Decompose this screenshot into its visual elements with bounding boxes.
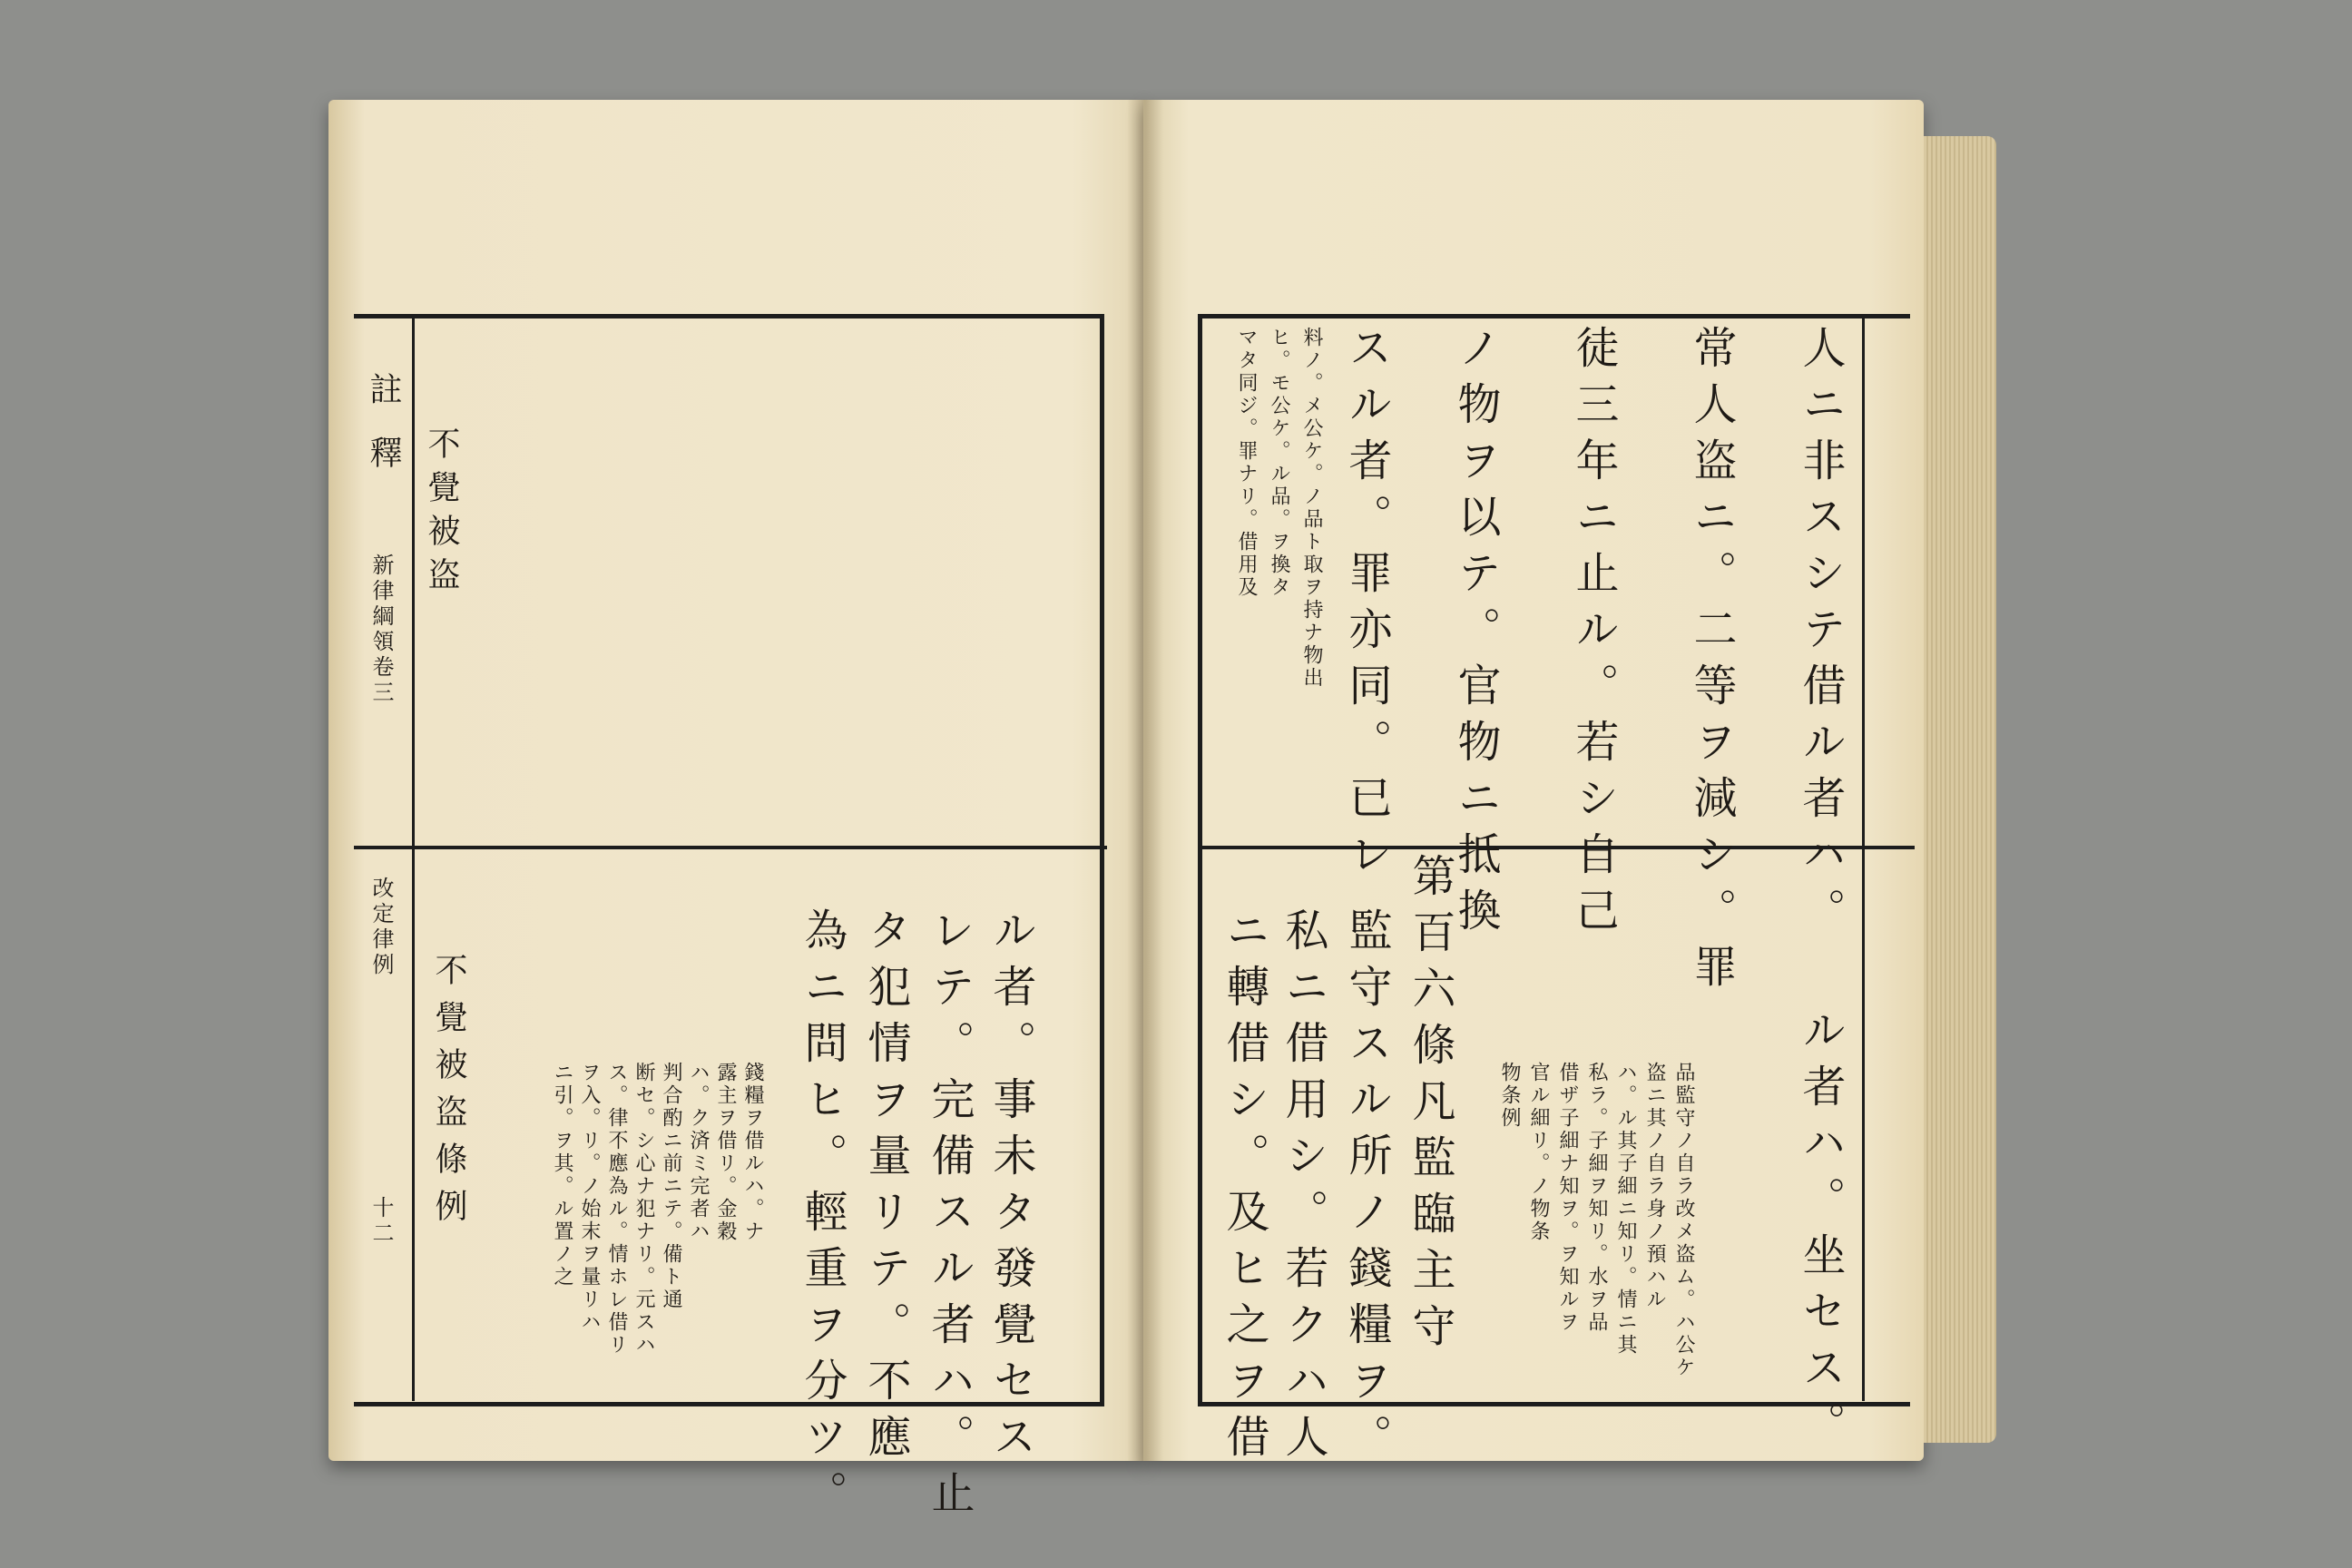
margin-label-notes-1: 註 xyxy=(365,372,402,410)
bleed-through xyxy=(510,336,1054,808)
right-margin-rule xyxy=(1862,314,1865,1401)
left-main-col-2: レテ。完備スル者ハ。止 xyxy=(924,907,975,1526)
right-lower-main-col-1: ル者ハ。坐セス。 xyxy=(1795,1007,1846,1457)
right-upper-main-col-2: 常人盗ニ。二等ヲ減シ。罪 xyxy=(1686,325,1737,1000)
right-upper-main-col-1: 人ニ非スシテ借ル者ハ。 xyxy=(1795,325,1846,944)
right-lower-small-col-2: 盗ニ其ノ自ラ身ノ預ハル xyxy=(1643,1062,1666,1311)
left-small-col-7: ヲ入。リ。ノ始末ヲ量リハ xyxy=(578,1062,601,1334)
left-divider xyxy=(354,846,1107,849)
left-main-col-4: 為ニ問ヒ。輕重ヲ分ツ。 xyxy=(797,907,848,1526)
right-lower-small-col-4: 私ラ。子細ヲ知リ。水ヲ品 xyxy=(1585,1062,1608,1334)
left-small-col-4: 判合酌ニ前ニテ。備ト通 xyxy=(660,1062,682,1311)
page-edges xyxy=(1924,136,1996,1443)
left-small-col-5: 断セ。シ心ナ犯ナリ。元スハ xyxy=(632,1062,655,1357)
right-upper-main-col-3: 徒三年ニ止ル。若シ自己 xyxy=(1568,325,1619,944)
right-upper-small-col-1: 料ノ。メ公ケ。ノ品ト取ヲ持ナ物出 xyxy=(1300,327,1323,690)
right-upper-small-col-2: ヒ。モ公ケ。ル品。ヲ換タ xyxy=(1268,327,1290,599)
left-small-col-1: 錢糧ヲ借ルハ。ナ xyxy=(741,1062,764,1243)
right-lower-small-col-3: ハ。ル其子細ニ知リ。情ニ其 xyxy=(1614,1062,1637,1357)
left-small-col-2: 露主ヲ借リ。金穀 xyxy=(714,1062,737,1243)
right-lower-main-col-3: 監守スル所ノ錢糧ヲ。 xyxy=(1341,907,1392,1470)
right-lower-small-col-6: 官ル細リ。ノ物条 xyxy=(1527,1062,1550,1243)
notes-heading: 不覺被盗 xyxy=(423,426,460,601)
left-small-col-3: ハ。ク済ミ完者ハ xyxy=(687,1062,710,1243)
right-upper-main-col-5: スル者。罪亦同。已レ xyxy=(1341,325,1392,887)
left-small-col-6: ス。律不應為ル。情ホレ借リ xyxy=(605,1062,628,1357)
right-lower-small-col-7: 物条例 xyxy=(1498,1062,1521,1130)
book-spread xyxy=(328,100,1998,1526)
margin-label-book-title: 新律綱領卷三 xyxy=(368,554,394,706)
left-main-col-3: タ犯情ヲ量リテ。不應 xyxy=(860,907,911,1470)
right-upper-main-col-4: ノ物ヲ以テ。官物ニ抵換 xyxy=(1450,325,1501,944)
right-lower-main-col-2: 第百六條凡監臨主守 xyxy=(1405,853,1455,1359)
left-small-col-8: ニ引。ヲ其。ル置ノ之 xyxy=(551,1062,573,1289)
left-margin-rule xyxy=(412,314,415,1401)
right-upper-small-col-3: マタ同ジ。罪ナリ。借用及 xyxy=(1235,327,1258,599)
right-lower-small-col-5: 借ザ子細ナ知ヲ。ヲ知ルヲ xyxy=(1556,1062,1579,1334)
margin-label-page-number: 十二 xyxy=(368,1196,394,1247)
right-lower-main-col-4: 私ニ借用シ。若クハ人 xyxy=(1278,907,1328,1470)
section-heading: 不覺被盗條例 xyxy=(430,953,467,1236)
right-lower-small-col-1: 品監守ノ自ラ改メ盗ム。ハ公ケ xyxy=(1672,1062,1695,1379)
gutter xyxy=(1127,100,1163,1461)
right-lower-main-col-5: ニ轉借シ。及ヒ之ヲ借 xyxy=(1219,907,1269,1470)
left-main-col-1: ル者。事未タ發覺セス xyxy=(985,907,1036,1470)
margin-label-notes-2: 釋 xyxy=(365,436,402,474)
margin-label-revised: 改定律例 xyxy=(368,877,394,978)
